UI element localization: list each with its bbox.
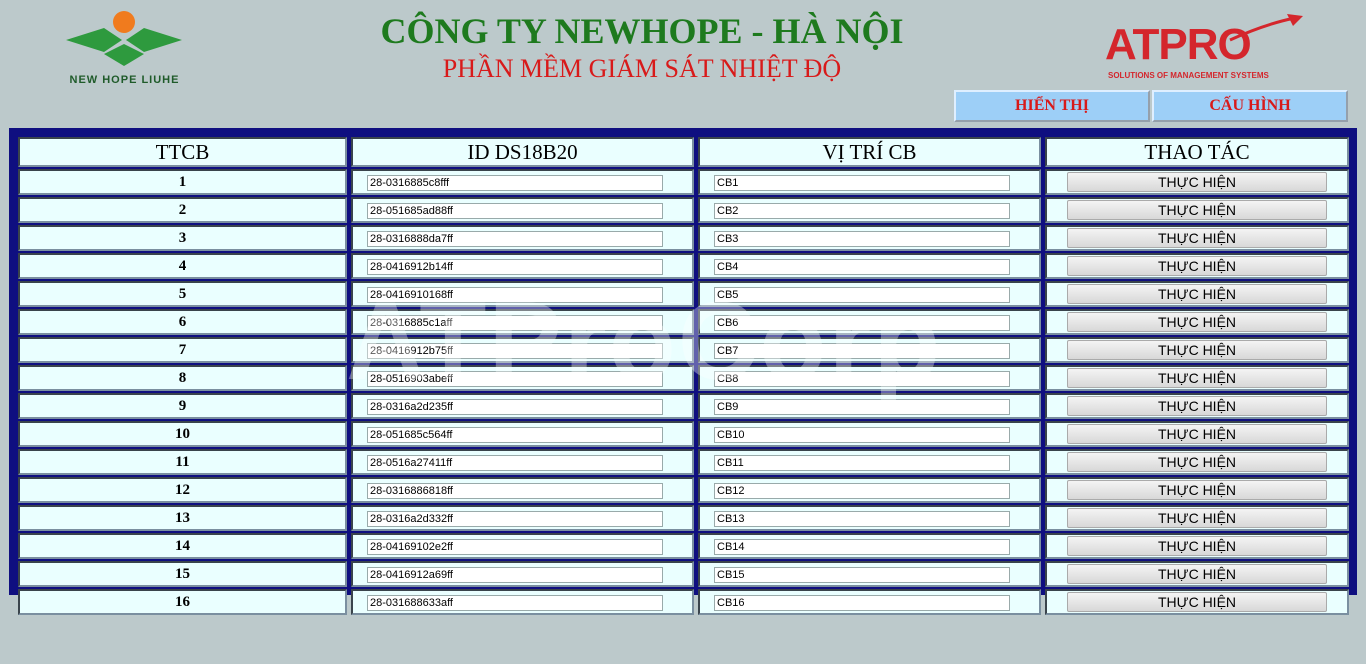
sensor-id-cell — [351, 477, 694, 503]
table-row — [18, 365, 1349, 391]
sensor-number: 4 — [18, 253, 347, 279]
sensor-number: 5 — [18, 281, 347, 307]
sensor-id-cell — [351, 393, 694, 419]
table-row — [18, 449, 1349, 475]
sensor-position-input[interactable] — [714, 595, 1010, 611]
sensor-id-input[interactable] — [367, 371, 663, 387]
table-row — [18, 225, 1349, 251]
execute-button[interactable]: THỰC HIỆN — [1067, 396, 1327, 416]
sensor-number: 10 — [18, 421, 347, 447]
atpro-logo-text: ATPRO — [1105, 20, 1251, 69]
sensor-id-input[interactable] — [367, 483, 663, 499]
sensor-id-cell — [351, 337, 694, 363]
sensor-id-input[interactable] — [367, 427, 663, 443]
action-cell — [1045, 337, 1349, 363]
action-cell — [1045, 197, 1349, 223]
sensor-position-input[interactable] — [714, 203, 1010, 219]
sensor-position-input[interactable] — [714, 399, 1010, 415]
sensor-position-cell — [698, 337, 1041, 363]
table-row — [18, 197, 1349, 223]
table-row — [18, 337, 1349, 363]
column-header-ttcb: TTCB — [18, 137, 347, 167]
sensor-position-cell — [698, 197, 1041, 223]
sensor-position-cell — [698, 421, 1041, 447]
sensor-position-input[interactable] — [714, 371, 1010, 387]
column-header-action: THAO TÁC — [1045, 137, 1349, 167]
sensor-number: 15 — [18, 561, 347, 587]
nav-bar — [954, 90, 1350, 122]
execute-button[interactable]: THỰC HIỆN — [1067, 200, 1327, 220]
sensor-position-cell — [698, 505, 1041, 531]
action-cell — [1045, 309, 1349, 335]
sensor-id-cell — [351, 225, 694, 251]
swoosh-icon — [1225, 14, 1305, 44]
sensor-id-cell — [351, 309, 694, 335]
action-cell — [1045, 281, 1349, 307]
sensor-id-input[interactable] — [367, 259, 663, 275]
table-row — [18, 477, 1349, 503]
sensor-position-cell — [698, 225, 1041, 251]
table-row — [18, 421, 1349, 447]
action-cell — [1045, 253, 1349, 279]
title-block — [0, 10, 1284, 86]
sensor-id-input[interactable] — [367, 595, 663, 611]
action-cell — [1045, 561, 1349, 587]
sensor-id-cell — [351, 589, 694, 615]
execute-button[interactable]: THỰC HIỆN — [1067, 564, 1327, 584]
newhope-logo-text: NEW HOPE LIUHE — [69, 74, 180, 86]
sensor-number: 13 — [18, 505, 347, 531]
sensor-position-input[interactable] — [714, 567, 1010, 583]
sensor-number: 7 — [18, 337, 347, 363]
action-cell — [1045, 169, 1349, 195]
execute-button[interactable]: THỰC HIỆN — [1067, 284, 1327, 304]
execute-button[interactable]: THỰC HIỆN — [1067, 340, 1327, 360]
sensor-id-cell — [351, 169, 694, 195]
sensor-id-cell — [351, 253, 694, 279]
sensor-number: 1 — [18, 169, 347, 195]
sensor-id-cell — [351, 533, 694, 559]
sensor-id-input[interactable] — [367, 511, 663, 527]
sensor-position-input[interactable] — [714, 175, 1010, 191]
sensor-position-cell — [698, 449, 1041, 475]
sensor-number: 2 — [18, 197, 347, 223]
table-row — [18, 253, 1349, 279]
sensor-id-cell — [351, 505, 694, 531]
table-body — [18, 169, 1349, 615]
sensor-position-input[interactable] — [714, 483, 1010, 499]
sensor-position-cell — [698, 169, 1041, 195]
action-cell — [1045, 365, 1349, 391]
table-row — [18, 505, 1349, 531]
action-cell — [1045, 393, 1349, 419]
sensor-position-input[interactable] — [714, 455, 1010, 471]
table-header-row — [18, 137, 1349, 167]
sensor-id-input[interactable] — [367, 539, 663, 555]
sensor-table-frame — [9, 128, 1357, 610]
sensor-number: 8 — [18, 365, 347, 391]
sensor-id-cell — [351, 197, 694, 223]
sensor-id-input[interactable] — [367, 455, 663, 471]
action-cell — [1045, 533, 1349, 559]
atpro-logo — [1105, 14, 1305, 84]
header — [0, 0, 1366, 128]
sensor-id-cell — [351, 421, 694, 447]
execute-button[interactable]: THỰC HIỆN — [1067, 508, 1327, 528]
sensor-number: 16 — [18, 589, 347, 615]
sensor-id-input[interactable] — [367, 567, 663, 583]
sensor-position-cell — [698, 253, 1041, 279]
table-row — [18, 281, 1349, 307]
sensor-position-cell — [698, 561, 1041, 587]
table-row — [18, 393, 1349, 419]
sensor-id-cell — [351, 449, 694, 475]
execute-button[interactable]: THỰC HIỆN — [1067, 424, 1327, 444]
execute-button[interactable]: THỰC HIỆN — [1067, 312, 1327, 332]
sensor-position-cell — [698, 477, 1041, 503]
sensor-table — [14, 135, 1353, 617]
watermark: ATProCorp — [346, 280, 943, 403]
sensor-number: 12 — [18, 477, 347, 503]
atpro-logo-subtitle: SOLUTIONS OF MANAGEMENT SYSTEMS — [1108, 71, 1269, 80]
action-cell — [1045, 449, 1349, 475]
sensor-position-input[interactable] — [714, 511, 1010, 527]
table-row — [18, 309, 1349, 335]
sensor-position-cell — [698, 393, 1041, 419]
execute-button[interactable]: THỰC HIỆN — [1067, 368, 1327, 388]
execute-button[interactable]: THỰC HIỆN — [1067, 172, 1327, 192]
column-header-id: ID DS18B20 — [351, 137, 694, 167]
sensor-number: 14 — [18, 533, 347, 559]
sensor-id-input[interactable] — [367, 203, 663, 219]
sensor-position-cell — [698, 589, 1041, 615]
sensor-position-cell — [698, 365, 1041, 391]
action-cell — [1045, 421, 1349, 447]
execute-button[interactable]: THỰC HIỆN — [1067, 592, 1327, 612]
execute-button[interactable]: THỰC HIỆN — [1067, 256, 1327, 276]
sensor-id-input[interactable] — [367, 399, 663, 415]
table-row — [18, 169, 1349, 195]
company-title: CÔNG TY NEWHOPE - HÀ NỘI — [380, 11, 904, 51]
execute-button[interactable]: THỰC HIỆN — [1067, 480, 1327, 500]
sensor-id-input[interactable] — [367, 175, 663, 191]
sensor-number: 9 — [18, 393, 347, 419]
display-button[interactable]: HIỂN THỊ — [954, 90, 1150, 122]
sensor-id-input[interactable] — [367, 231, 663, 247]
sensor-id-cell — [351, 281, 694, 307]
execute-button[interactable]: THỰC HIỆN — [1067, 536, 1327, 556]
execute-button[interactable]: THỰC HIỆN — [1067, 452, 1327, 472]
column-header-position: VỊ TRÍ CB — [698, 137, 1041, 167]
sensor-number: 11 — [18, 449, 347, 475]
sensor-position-input[interactable] — [714, 231, 1010, 247]
sensor-position-cell — [698, 309, 1041, 335]
table-row — [18, 561, 1349, 587]
sensor-id-input[interactable] — [367, 315, 663, 331]
table-row — [18, 533, 1349, 559]
action-cell — [1045, 505, 1349, 531]
execute-button[interactable]: THỰC HIỆN — [1067, 228, 1327, 248]
sensor-number: 3 — [18, 225, 347, 251]
sensor-number: 6 — [18, 309, 347, 335]
sensor-id-input[interactable] — [367, 343, 663, 359]
sensor-position-input[interactable] — [714, 287, 1010, 303]
sensor-position-input[interactable] — [714, 315, 1010, 331]
sensor-position-input[interactable] — [714, 259, 1010, 275]
sensor-position-cell — [698, 533, 1041, 559]
action-cell — [1045, 225, 1349, 251]
sensor-position-input[interactable] — [714, 539, 1010, 555]
software-title: PHẦN MỀM GIÁM SÁT NHIỆT ĐỘ — [442, 54, 842, 83]
sensor-position-input[interactable] — [714, 343, 1010, 359]
config-button[interactable]: CẤU HÌNH — [1152, 90, 1348, 122]
action-cell — [1045, 589, 1349, 615]
sensor-position-input[interactable] — [714, 427, 1010, 443]
sensor-id-cell — [351, 365, 694, 391]
action-cell — [1045, 477, 1349, 503]
sensor-id-input[interactable] — [367, 287, 663, 303]
sensor-id-cell — [351, 561, 694, 587]
sensor-position-cell — [698, 281, 1041, 307]
table-row — [18, 589, 1349, 615]
